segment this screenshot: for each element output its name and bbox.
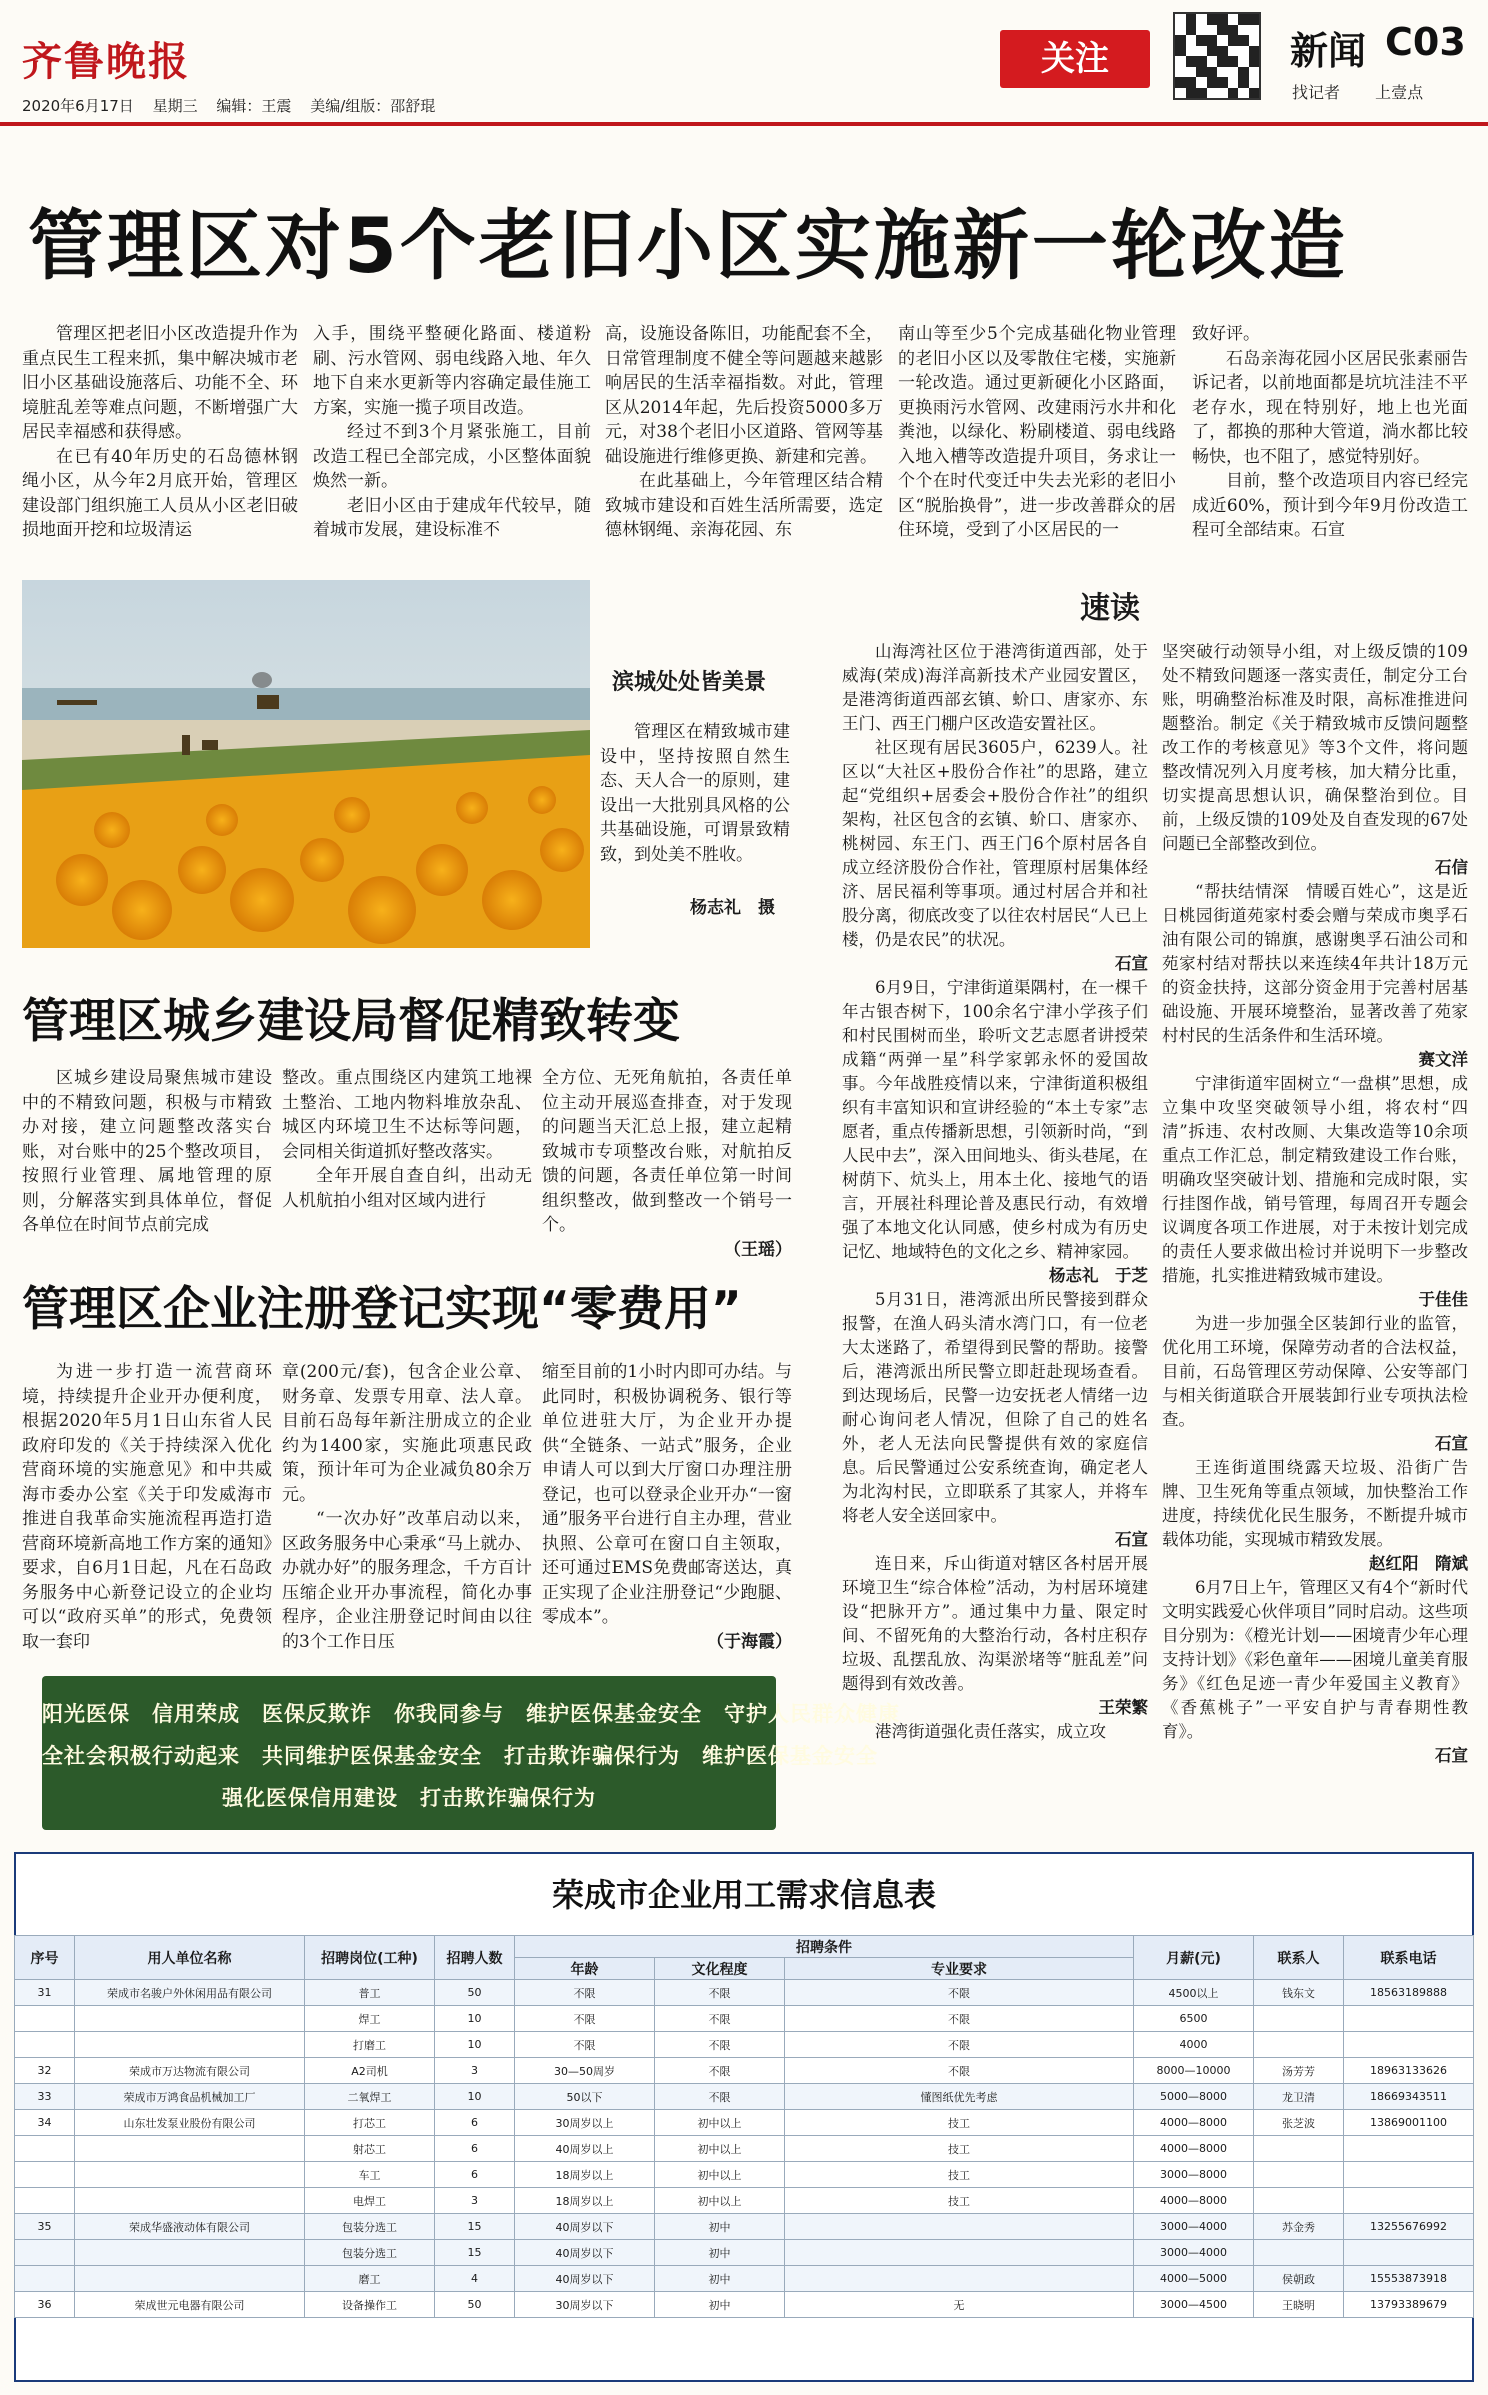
qr-code-icon [1173,12,1261,100]
brief-text: 宁津街道牢固树立“一盘棋”思想，成立集中攻坚突破领导小组，将农村“四清”拆违、农村改厕、大集改造等10余项重点工作汇总，制定精致建设工作台账，明确攻坚突破计划、措施和完成时限，实行挂图作战，销号管理，每周召开专题会议调度各项工作进展，对于未按计划完成的责任人要求做出检讨并说明下一步整改措施，扎实推进精致城市建设。 [1162,1074,1468,1285]
page-number: C03 [1385,20,1466,64]
table-cell: 张芝波 [1254,2110,1344,2136]
table-cell: 36 [15,2292,75,2318]
table-cell [15,2266,75,2292]
story3-paragraph: 为进一步打造一流营商环境，持续提升企业开办便利度，根据2020年5月1日山东省人民政府印发的《关于持续深入优化营商环境的实施意见》和中共威海市委办公室《关于印发威海市推进自我革命实施流程再造打造营商环境新高地工作方案的通知》要求，自6月1日起，凡在石岛政务服务中心新登记设立的企业均可以“政府买单”的形式，免费领取一套印 [22,1362,272,1652]
table-cell: 4500以上 [1134,1980,1254,2006]
table-cell: 初中 [655,2292,785,2318]
brief-text: “帮扶结情深 情暖百姓心”，这是近日桃园街道苑家村委会赠与荣成市奥孚石油有限公司的锦旗，感谢奥孚石油公司和苑家村结对帮扶以来连续4年共计18万元的资金扶持，这部分资金用于完善村居基础设施、开展环境整治，显著改善了苑家村村民的生活条件和生活环境。 [1162,882,1468,1045]
table-cell: 焊工 [305,2006,435,2032]
brief-author: 石宣 [1435,1434,1468,1453]
table-cell: 不限 [785,1980,1134,2006]
lead-paragraph: 经过不到3个月紧张施工，目前改造工程已全部完成，小区整体面貌焕然一新。 [313,422,591,491]
lead-paragraph: 在此基础上，今年管理区结合精致城市建设和百姓生活所需要，选定德林钢绳、亲海花园、东 [605,471,883,540]
table-cell [785,2214,1134,2240]
lead-paragraph: 老旧小区由于建成年代较早，随着城市发展，建设标准不 [313,495,591,540]
lead-col-3 [605,322,883,543]
table-cell: 汤芳芳 [1254,2058,1344,2084]
table-row [15,2032,1474,2058]
table-row [15,2110,1474,2136]
table-row [15,2162,1474,2188]
table-cell: 3000—4500 [1134,2292,1254,2318]
col-header: 专业要求 [785,1958,1134,1980]
lead-paragraph: 致好评。 [1192,324,1260,344]
table-cell [75,2032,305,2058]
table-cell: 10 [435,2084,515,2110]
table-cell [1344,2136,1474,2162]
table-cell: 18周岁以上 [515,2188,655,2214]
table-cell: 30周岁以下 [515,2292,655,2318]
banner-line: 全社会积极行动起来 共同维护医保基金安全 打击欺诈骗保行为 维护医保基金安全 [42,1744,878,1768]
jobs-table-body [15,1980,1474,2318]
photo-scene [22,580,590,948]
table-cell: 3000—4000 [1134,2214,1254,2240]
table-cell: 8000—10000 [1134,2058,1254,2084]
brief-author: 王荣繁 [1098,1698,1148,1717]
table-cell: 40周岁以上 [515,2136,655,2162]
table-cell: A2司机 [305,2058,435,2084]
issue-date: 2020年6月17日 [22,97,134,115]
table-cell: 包装分选工 [305,2214,435,2240]
table-cell: 18周岁以上 [515,2162,655,2188]
table-cell [75,2006,305,2032]
editor-credit: 编辑：王震 [216,97,292,115]
story3-paragraph: 章(200元/套)，包含企业公章、财务章、发票专用章、法人章。目前石岛每年新注册成立的企业约为1400家，实施此项惠民政策，预计年可为企业减负80余万元。 [282,1362,532,1505]
lead-paragraph: 石岛亲海花园小区居民张素丽告诉记者，以前地面都是坑坑洼洼不平老存水，现在特别好，地上也光面了，都换的那种大管道，淌水都比较畅快，也不阻了，感觉特别好。 [1192,348,1468,467]
brief-text: 港湾街道强化责任落实，成立攻 [875,1722,1106,1741]
table-cell [1254,2136,1344,2162]
table-cell: 13869001100 [1344,2110,1474,2136]
table-cell: 32 [15,2058,75,2084]
story2-col-2 [282,1066,532,1213]
table-cell [1254,2032,1344,2058]
table-cell: 懂图纸优先考虑 [785,2084,1134,2110]
table-cell: 磨工 [305,2266,435,2292]
lead-paragraph: 南山等至少5个完成基础化物业管理的老旧小区以及零散住宅楼，实施新一轮改造。通过更新硬化小区路面，更换雨污水管网、改建雨污水井和化粪池，以绿化、粉刷楼道、弱电线路入地入槽等改造提升项目，务求让一个个在时代变迁中失去光彩的老旧小区“脱胎换骨”，进一步改善群众的居住环境，受到了小区居民的一 [898,324,1176,540]
table-cell: 3 [435,2058,515,2084]
story2-paragraph: 区城乡建设局聚焦城市建设中的不精致问题，积极与市精致办对接，建立问题整改落实台账，对台账中的25个整改项目，按照行业管理、属地管理的原则，分解落实到具体单位，督促各单位在时间节点前完成 [22,1068,272,1235]
table-row [15,2214,1474,2240]
table-cell: 34 [15,2110,75,2136]
story2-author: （王瑶） [724,1239,792,1260]
table-cell: 40周岁以下 [515,2214,655,2240]
brief-author: 石宣 [1115,954,1148,973]
table-cell: 打芯工 [305,2110,435,2136]
table-cell: 包装分选工 [305,2240,435,2266]
table-cell: 40周岁以下 [515,2266,655,2292]
brief-author: 石信 [1435,858,1468,877]
table-cell: 钱东文 [1254,1980,1344,2006]
table-cell: 10 [435,2006,515,2032]
table-cell: 不限 [655,2032,785,2058]
banner-line: 阳光医保 信用荣成 医保反欺诈 你我同参与 维护医保基金安全 守护人民群众健康 [42,1702,900,1726]
table-cell: 31 [15,1980,75,2006]
table-cell: 不限 [655,2006,785,2032]
table-cell: 50 [435,1980,515,2006]
brief-author: 赵红阳 隋斌 [1369,1554,1468,1573]
table-row [15,2292,1474,2318]
table-cell: 不限 [515,1980,655,2006]
table-cell: 4000 [1134,2032,1254,2058]
brief-text: 6月9日，宁津街道渠隅村，在一棵千年古银杏树下，100余名宁津小学孩子们和村民围树而坐，聆听文艺志愿者讲授荣成籍“两弹一星”科学家郭永怀的爱国故事。今年战胜疫情以来，宁津街道积极组织有丰富知识和宣讲经验的“本土专家”志愿者，重点传播新思想，引领新时尚，“到人民中去”，深入田间地头、街头巷尾，在树荫下、炕头上，用本土化、接地气的语言，开展社科理论普及惠民行动，有效增强了本地文化认同感，使乡村成为有历史记忆、地域特色的文化之乡、精神家园。 [842,978,1148,1261]
table-cell: 技工 [785,2110,1134,2136]
table-cell: 山东壮发泵业股份有限公司 [75,2110,305,2136]
header-rule [0,122,1488,126]
table-cell: 车工 [305,2162,435,2188]
table-cell: 王晓明 [1254,2292,1344,2318]
table-cell: 初中以上 [655,2136,785,2162]
brief-author: 石宣 [1435,1746,1468,1765]
table-cell: 技工 [785,2162,1134,2188]
lead-col-5 [1192,322,1468,543]
lead-paragraph: 高，设施设备陈旧，功能配套不全，日常管理制度不健全等问题越来越影响居民的生活幸福指数。对此，管理区从2014年起，先后投资5000多万元，对38个老旧小区道路、管网等基础设施进行维修更换、新建和完善。 [605,324,883,467]
photo-caption: 管理区在精致城市建设中，坚持按照自然生态、天人合一的原则，建设出一大批别具风格的公共基础设施，可谓景致精致，到处美不胜收。 [600,722,790,865]
section-name: 新闻 [1290,29,1367,73]
banner-line: 强化医保信用建设 打击欺诈骗保行为 [222,1786,596,1810]
brief-text: 5月31日，港湾派出所民警接到群众报警，在渔人码头清水湾门口，有一位老大太迷路了，希望得到民警的帮助。接警后，港湾派出所民警立即赶赴现场查看。到达现场后，民警一边安抚老人情绪一边耐心询问老人情况，但除了自己的姓名外，老人无法向民警提供有效的家庭信息。后民警通过公安系统查询，确定老人为北沟村民，立即联系了其家人，并将车将老人安全送回家中。 [842,1290,1148,1525]
story2-col-3 [542,1066,792,1262]
table-cell: 技工 [785,2136,1134,2162]
story3-author: （于海霞） [707,1631,792,1652]
table-cell: 二氧焊工 [305,2084,435,2110]
table-cell [1344,2162,1474,2188]
jobs-table [14,1935,1474,2318]
table-cell [1254,2162,1344,2188]
table-cell: 40周岁以下 [515,2240,655,2266]
table-cell: 13793389679 [1344,2292,1474,2318]
table-row [15,2006,1474,2032]
lead-col-2 [313,322,591,543]
brief-author: 石宣 [1115,1530,1148,1549]
speed-read-heading: 速读 [1080,591,1140,626]
col-header: 招聘岗位(工种) [305,1936,435,1980]
table-cell: 33 [15,2084,75,2110]
story3-col-2 [282,1360,532,1654]
table-cell: 50 [435,2292,515,2318]
table-cell: 15 [435,2214,515,2240]
table-cell: 3000—4000 [1134,2240,1254,2266]
table-row [15,1980,1474,2006]
table-cell [75,2162,305,2188]
photo-title: 滨城处处皆美景 [612,670,767,695]
table-cell: 50以下 [515,2084,655,2110]
table-cell: 初中以上 [655,2162,785,2188]
table-cell: 不限 [655,2084,785,2110]
tagline-a: 找记者 [1292,83,1341,102]
designer-credit: 美编/组版：邵舒琨 [310,97,436,115]
table-cell: 3000—8000 [1134,2162,1254,2188]
table-row [15,2266,1474,2292]
col-header: 联系人 [1254,1936,1344,1980]
table-cell: 13255676992 [1344,2214,1474,2240]
table-cell: 4000—5000 [1134,2266,1254,2292]
table-cell: 打磨工 [305,2032,435,2058]
table-cell: 30—50周岁 [515,2058,655,2084]
table-cell: 3 [435,2188,515,2214]
story3-paragraph: 缩至目前的1小时内即可办结。与此同时，积极协调税务、银行等单位进驻大厅，为企业开办提供“全链条、一站式”服务，企业申请人可以到大厅窗口办理注册登记，也可以登录企业开办“一窗通”服务平台进行自主办理，营业执照、公章可在窗口自主领取，还可通过EMS免费邮寄送达，真正实现了企业注册登记“少跑腿、零成本”。 [542,1362,792,1627]
table-cell [785,2240,1134,2266]
table-cell [15,2136,75,2162]
table-cell: 无 [785,2292,1134,2318]
brief-author: 于佳佳 [1418,1290,1468,1309]
story2-col-1 [22,1066,272,1238]
table-cell: 苏金秀 [1254,2214,1344,2240]
lead-col-1 [22,322,298,543]
landscape-photo [22,580,590,948]
col-header: 招聘人数 [435,1936,515,1980]
brief-author: 赛文洋 [1418,1050,1468,1069]
col-header: 序号 [15,1936,75,1980]
brief-author: 杨志礼 于芝 [1049,1266,1148,1285]
brief-text: 王连街道围绕露天垃圾、沿街广告牌、卫生死角等重点领域，加快整治工作进度，持续优化民生服务，不断提升城市载体功能，实现城市精致发展。 [1162,1458,1468,1549]
table-cell [785,2266,1134,2292]
table-cell [15,2162,75,2188]
table-cell: 6 [435,2136,515,2162]
table-cell: 不限 [785,2032,1134,2058]
table-row [15,2136,1474,2162]
col-header: 月薪(元) [1134,1936,1254,1980]
table-cell: 射芯工 [305,2136,435,2162]
table-cell [75,2240,305,2266]
table-cell [1254,2240,1344,2266]
table-cell [75,2266,305,2292]
story2-headline: 管理区城乡建设局督促精致转变 [22,994,680,1049]
brief-text: 坚突破行动领导小组，对上级反馈的109处不精致问题逐一落实责任，制定分工台账，明确整治标准及时限，高标准推进问题整治。制定《关于精致城市反馈问题整改工作的考核意见》等3个文件，将问题整改情况列入月度考核，加大精分比重，切实提高思想认识，确保整治到位。目前，上级反馈的109处及自查发现的67处问题已全部整改到位。 [1162,642,1468,853]
follow-tag: 关注 [1000,30,1150,88]
table-cell: 初中 [655,2240,785,2266]
table-cell [15,2006,75,2032]
table-row [15,2084,1474,2110]
jobs-table-title: 荣成市企业用工需求信息表 [551,1876,936,1914]
brief-text: 为进一步加强全区装卸行业的监管，优化用工环境，保障劳动者的合法权益，目前，石岛管理区劳动保障、公安等部门与相关街道联合开展装卸行业专项执法检查。 [1162,1314,1468,1429]
table-cell: 18563189888 [1344,1980,1474,2006]
insurance-slogan-banner [42,1676,900,1830]
table-cell: 初中 [655,2214,785,2240]
story2-paragraph: 全方位、无死角航拍，各责任单位主动开展巡查排查，对于发现的问题当天汇总上报，建立起精致城市专项整改台账，对航拍反馈的问题，各责任单位第一时间组织整改，做到整改一个销号一个。 [542,1068,792,1235]
lead-paragraph: 目前，整个改造项目内容已经完成近60%，预计到今年9月份改造工程可全部结束。石宣 [1192,471,1468,540]
table-cell [1344,2006,1474,2032]
table-cell: 5000—8000 [1134,2084,1254,2110]
table-cell: 荣成世元电器有限公司 [75,2292,305,2318]
table-cell [1254,2006,1344,2032]
table-cell: 15 [435,2240,515,2266]
table-cell: 不限 [655,1980,785,2006]
table-cell: 4000—8000 [1134,2188,1254,2214]
story2-paragraph: 整改。重点围绕区内建筑工地裸土整治、工地内物料堆放杂乱、城区内环境卫生不达标等问题，会同相关街道抓好整改落实。 [282,1068,532,1162]
story3-paragraph: “一次办好”改革启动以来，区政务服务中心秉承“马上就办、办就办好”的服务理念，千方百计压缩企业开办事流程，简化办事程序，企业注册登记时间由以往的3个工作日压 [282,1509,532,1652]
lead-headline: 管理区对5个老旧小区实施新一轮改造 [28,201,1348,290]
lead-col-4 [898,322,1176,543]
table-cell [75,2136,305,2162]
table-cell [1344,2240,1474,2266]
table-cell: 不限 [515,2032,655,2058]
table-cell: 技工 [785,2188,1134,2214]
table-cell: 荣成市万达物流有限公司 [75,2058,305,2084]
photo-credit: 杨志礼 摄 [690,898,775,918]
table-cell: 6 [435,2162,515,2188]
table-cell: 4000—8000 [1134,2110,1254,2136]
table-cell: 18669343511 [1344,2084,1474,2110]
table-cell [15,2240,75,2266]
table-cell: 荣成市万鸿食品机械加工厂 [75,2084,305,2110]
table-row [15,2188,1474,2214]
table-cell [15,2032,75,2058]
table-cell: 不限 [785,2006,1134,2032]
col-header: 联系电话 [1344,1936,1474,1980]
story2-paragraph: 全年开展自查自纠，出动无人机航拍小组对区域内进行 [282,1166,532,1211]
table-cell [15,2188,75,2214]
table-row [15,2240,1474,2266]
story3-col-1 [22,1360,272,1654]
table-cell: 初中 [655,2266,785,2292]
table-cell [1344,2188,1474,2214]
brief-text: 山海湾社区位于港湾街道西部，处于威海(荣成)海洋高新技术产业园安置区，是港湾街道西部玄镇、蚧口、唐家亦、东王门、西王门棚户区改造安置社区。 [842,642,1148,733]
table-cell: 普工 [305,1980,435,2006]
table-row [15,2058,1474,2084]
speed-read-left [842,640,1148,1744]
table-cell: 4000—8000 [1134,2136,1254,2162]
table-cell: 18963133626 [1344,2058,1474,2084]
col-header: 年龄 [515,1958,655,1980]
table-cell: 设备操作工 [305,2292,435,2318]
table-cell: 4 [435,2266,515,2292]
table-cell: 30周岁以上 [515,2110,655,2136]
table-cell: 不限 [785,2058,1134,2084]
masthead-logo: 齐鲁晚报 [22,38,190,85]
table-cell: 10 [435,2032,515,2058]
speed-read-right [1162,640,1468,1768]
table-cell: 6 [435,2110,515,2136]
col-header: 用人单位名称 [75,1936,305,1980]
table-cell: 荣成华盛液动体有限公司 [75,2214,305,2240]
table-cell [1254,2188,1344,2214]
col-header: 文化程度 [655,1958,785,1980]
table-cell: 荣成市名骏户外休闲用品有限公司 [75,1980,305,2006]
lead-paragraph: 在已有40年历史的石岛德林钢绳小区，从今年2月底开始，管理区建设部门组织施工人员从小区老旧破损地面开挖和垃圾清运 [22,446,298,540]
brief-text: 社区现有居民3605户，6239人。社区以“大社区+股份合作社”的思路，建立起“党组织+居委会+股份合作社”的组织架构，社区包含的玄镇、蚧口、唐家亦、桃树园、东王门、西王门6个原村居各自成立经济股份合作社，管理原村居集体经济、居民福利等事项。通过村居合并和社股分离，彻底改变了以往农村居民“人已上楼，仍是农民”的状况。 [842,738,1148,949]
table-cell: 龙卫清 [1254,2084,1344,2110]
table-cell: 侯朝政 [1254,2266,1344,2292]
brief-text: 连日来，斥山街道对辖区各村居开展环境卫生“综合体检”活动，为村居环境建设“把脉开方”。通过集中力量、限定时间、不留死角的大整治行动，各村庄积存垃圾、乱摆乱放、沟渠淤堵等“脏乱差”问题得到有效改善。 [842,1554,1148,1693]
story3-col-3 [542,1360,792,1654]
table-cell: 初中以上 [655,2188,785,2214]
table-cell: 电焊工 [305,2188,435,2214]
table-cell [75,2188,305,2214]
story3-headline: 管理区企业注册登记实现“零费用” [22,1282,742,1337]
table-cell [1344,2032,1474,2058]
dateline [22,95,435,116]
brief-text: 6月7日上午，管理区又有4个“新时代文明实践爱心伙伴项目”同时启动。这些项目分别为：《橙光计划——困境青少年心理支持计划》《彩色童年——困境儿童美育服务》《红色足迹一青少年爱国主义教育》《香蕉桃子”一平安自护与青春期性教育》。 [1162,1578,1468,1741]
table-cell: 初中以上 [655,2110,785,2136]
table-cell: 15553873918 [1344,2266,1474,2292]
section-tagline [1292,80,1423,103]
lead-paragraph: 入手，围绕平整硬化路面、楼道粉刷、污水管网、弱电线路入地、年久地下自来水更新等内容确定最佳施工方案，实施一揽子项目改造。 [313,324,591,418]
table-cell: 35 [15,2214,75,2240]
table-cell: 不限 [515,2006,655,2032]
table-cell: 6500 [1134,2006,1254,2032]
lead-paragraph: 管理区把老旧小区改造提升作为重点民生工程来抓，集中解决城市老旧小区基础设施落后、功能不全、环境脏乱差等难点问题，不断增强广大居民幸福感和获得感。 [22,324,298,442]
tagline-b: 上壹点 [1375,83,1424,102]
col-header: 招聘条件 [515,1936,1134,1958]
issue-weekday: 星期三 [152,97,198,115]
table-cell: 不限 [655,2058,785,2084]
